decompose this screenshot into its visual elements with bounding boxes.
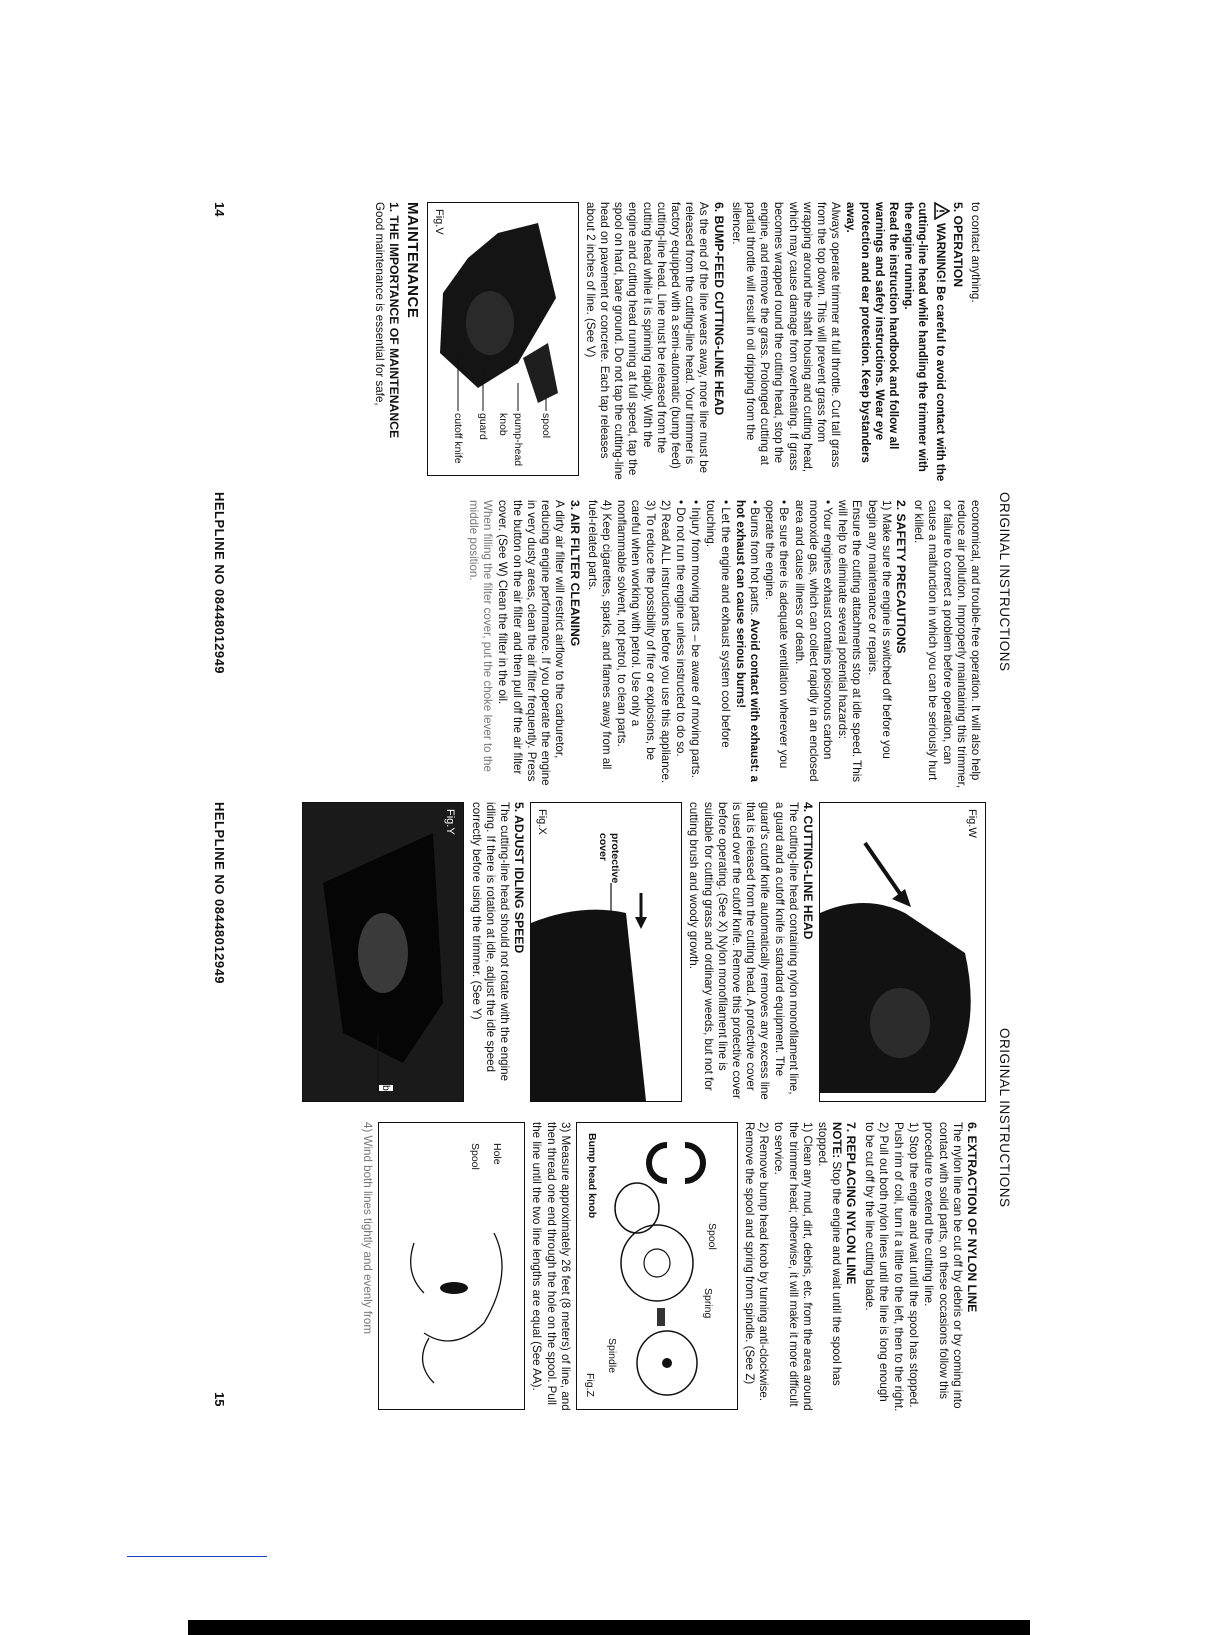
- left-page-column-1: [371, 202, 982, 484]
- importance-title: 1. THE IMPORTANCE OF MAINTENANCE: [387, 202, 402, 439]
- safety-burns-a: • Burns from hot parts.: [747, 500, 761, 616]
- safety-item-3: 3) To reduce the possibility of fire or explosions, be careful when working with petrol. Use only a nonflammable solvent, not petrol, to clean parts.: [615, 500, 657, 761]
- safety-co: • Your engines exhaust contains poisonous carbon monoxide gas, which can collect rapidly in an enclosed area and cause illness or death.: [792, 500, 834, 782]
- protective-cover-label: protective cover: [597, 833, 622, 884]
- right-page-column-1: [298, 802, 990, 1102]
- warning-body: WARNING! Be careful to avoid contact with the cutting-line head while handling the trimmer with the engine running.: [902, 202, 947, 482]
- page-number: 14: [212, 202, 227, 217]
- safety-item-1: 1) Make sure the engine is switched off before you begin any maintenance or repairs.: [865, 500, 893, 759]
- hole-label: Hole: [491, 1143, 504, 1165]
- read-handbook: Read the instruction handbook and follow all warnings and safety instructions. Wear eye protection and ear protection. Keep bystanders away.: [844, 202, 900, 463]
- idle-screw-illustration: [303, 803, 463, 1101]
- helpline-footer: HELPLINE NO 08448012949: [212, 802, 227, 985]
- air-filter-faint: When filling the filter cover, put the choke lever to the middle position.: [467, 500, 495, 772]
- spool-spring-spindle-illustration: [577, 1123, 737, 1409]
- warning-triangle-icon: [929, 202, 949, 220]
- spindle-label: Spindle: [605, 1338, 618, 1374]
- figure-label: Fig.X: [536, 809, 549, 835]
- figure-x: [530, 802, 682, 1102]
- continued-body: economical, and trouble-free operation. It will also help reduce air pollution. Improperly maintaining this trimmer, or failure to correct a problem before operation, can cause a malfunction in which you can be seriously hurt or killed.: [912, 500, 982, 789]
- air-filter-body: A dirty air filter will restrict airflow to the carburetor, reducing engine performance. If you operate the engine in very dusty areas, clean the air filter frequently. Press the button on the air filter and then pull off the air filter cover. (See W) Clean the filter in the oil.: [496, 500, 567, 786]
- extraction-title: 6. EXTRACTION OF NYLON LINE: [965, 1122, 979, 1313]
- left-page-column-2: [465, 500, 982, 790]
- safety-cool: • Let the engine and exhaust system cool before touching.: [704, 500, 732, 748]
- page-number: 15: [212, 1392, 227, 1407]
- knife-label: cutoff knife: [451, 413, 464, 464]
- rotated-manual-spread: [170, 162, 1030, 1612]
- bumpfeed-title: 6. BUMP-FEED CUTTING-LINE HEAD: [711, 202, 726, 416]
- safety-moving: • Injury from moving parts – be aware of moving parts.: [689, 500, 703, 778]
- spool-label: spool: [539, 413, 552, 439]
- replacing-step-3: 3) Measure approximately 26 feet (8 meters) of line, and then thread one end through the hole on the spool. Pull the line until the two line lengths are equal (See AA).: [530, 1122, 572, 1411]
- manual-page-14: [170, 162, 1030, 802]
- replacing-step-4: 4) Wind both lines tightly and evenly from: [361, 1122, 375, 1335]
- page-header: ORIGINAL INSTRUCTIONS: [997, 1028, 1012, 1208]
- air-filter-title: 3. AIR FILTER CLEANING: [567, 500, 582, 647]
- cutting-line-body: The cutting-line head containing nylon monofilament line, a guard and a cutoff knife is standard equipment. The guard's cutoff knife automatically removes any excess line that is released from the cutting head. A protective cover is used over the cutoff knife. Remove this protective cover before operating. (See X) Nylon monofilament line is suitable for cutting grass and ordinary weeds, but not for cutting brush and woody growth.: [687, 802, 800, 1100]
- safety-burns: [733, 500, 761, 790]
- safety-norun: • Do not run the engine unless instructed to do so.: [673, 500, 687, 757]
- bumpfeed-body: As the end of the line wears away, more line must be released from the cutting-line head. Your trimmer is factory equipped with a semi-automatic (bump feed) cutting-line head. Line must be released from the cutting head while it is spinning rapidly. With the engine and cutting head running at full speed, tap the spool on hard, bare ground. Do not tap the cutting-line head on pavement or concrete. Each tap releases about 2 inches of line. (See V): [583, 202, 711, 480]
- warning-text: [901, 202, 950, 484]
- extraction-step-2: 2) Pull out both nylon lines until the line is long enough to be cut off by the line cutting blade.: [862, 1122, 890, 1402]
- page-header: ORIGINAL INSTRUCTIONS: [997, 492, 1012, 672]
- safety-burns-b: Avoid contact with exhaust: a hot exhaust can cause serious burns!: [733, 500, 761, 782]
- extraction-step-1: 1) Stop the engine and wait until the spool has stopped.: [907, 1122, 921, 1408]
- b-label: b: [380, 1085, 393, 1091]
- right-page-column-2: [359, 1122, 982, 1412]
- replacing-title: 7. REPLACING NYLON LINE: [844, 1122, 859, 1285]
- intro-tail: to contact anything.: [969, 202, 982, 303]
- figure-w: [819, 802, 986, 1102]
- helpline-footer: HELPLINE NO 08448012949: [212, 492, 227, 675]
- replacing-step-2: 2) Remove bump head knob by turning anti-clockwise. Remove the spool and spring from spindle. (See Z): [742, 1122, 771, 1402]
- figure-y: [302, 802, 464, 1102]
- scan-edge-bar: [188, 1620, 1030, 1635]
- figure-v: [427, 202, 579, 476]
- knob-label: Bump head knob: [585, 1133, 598, 1219]
- note-body: Stop the engine and wait until the spool has stopped.: [815, 1122, 844, 1386]
- figure-aa: [378, 1122, 525, 1410]
- safety-title: 2. SAFETY PRECAUTIONS: [893, 500, 908, 654]
- spool-label: Spool: [469, 1143, 482, 1170]
- idle-body: The cutting-line head should not rotate with the engine idling. If there is rotation at idle, adjust the idle speed correctly before using the trimmer. (See Y): [469, 802, 511, 1082]
- safety-item-4: 4) Keep cigarettes, sparks, and flames away from all fuel-related parts.: [585, 500, 613, 770]
- spring-label: Spring: [701, 1288, 714, 1319]
- safety-item-2: 2) Read ALL instructions before you use this appliance.: [658, 500, 672, 784]
- note-label: NOTE:: [830, 1122, 844, 1159]
- safety-vent: • Be sure there is adequate ventilation wherever you operate the engine.: [763, 500, 791, 769]
- manual-page-15: [170, 802, 1030, 1582]
- figure-label: Fig.Y: [444, 809, 457, 835]
- replacing-step-1: 1) Clean any mud, dirt, debris, etc. from the area around the trimmer head; otherwise, it will make it more difficult to service.: [772, 1122, 814, 1411]
- maintenance-title: MAINTENANCE: [403, 202, 421, 319]
- figure-label: Fig.W: [966, 809, 978, 838]
- replacing-note: [815, 1122, 843, 1412]
- figure-label: Fig.V: [432, 209, 445, 235]
- extraction-body: The nylon line can be cut off by debris or by coming into contact with solid parts, on these occasions follow this procedure to extend the cutting line.: [922, 1122, 964, 1409]
- air-filter-illustration: [820, 803, 985, 1101]
- operation-body: Always operate trimmer at full throttle. Cut tall grass from the top down. This will prevent grass from wrapping around the shaft housing and cutting head, which may cause damage from overheating. If grass becomes wrapped round the cutting head, stop the engine, and remove the grass. Prolonged cutting at partial throttle will result in oil dripping from the silencer.: [729, 202, 843, 473]
- figure-label: Fig.Z: [583, 1373, 596, 1397]
- thread-line-illustration: [379, 1123, 524, 1409]
- importance-body: Good maintenance is essential for safe,: [373, 202, 387, 406]
- spool-label: Spool: [705, 1223, 718, 1250]
- extraction-push: Push rim of coil, turn it a little to the left, then to the right.: [891, 1122, 905, 1412]
- figure-z: [576, 1122, 738, 1410]
- idle-title: 5. ADJUST IDLING SPEED: [512, 802, 527, 954]
- safety-idle: Ensure the cutting attachments stop at idle speed. This will help to eliminate several potential hazards:: [836, 500, 864, 783]
- rotation-arrows-icon: [649, 1145, 703, 1181]
- knob-label: pump-head knob: [497, 413, 524, 467]
- cutting-line-title: 4. CUTTING-LINE HEAD: [801, 802, 815, 940]
- operation-title: 5. OPERATION: [950, 202, 965, 288]
- footnote-rule: [127, 1556, 267, 1557]
- guard-label: guard: [476, 413, 489, 440]
